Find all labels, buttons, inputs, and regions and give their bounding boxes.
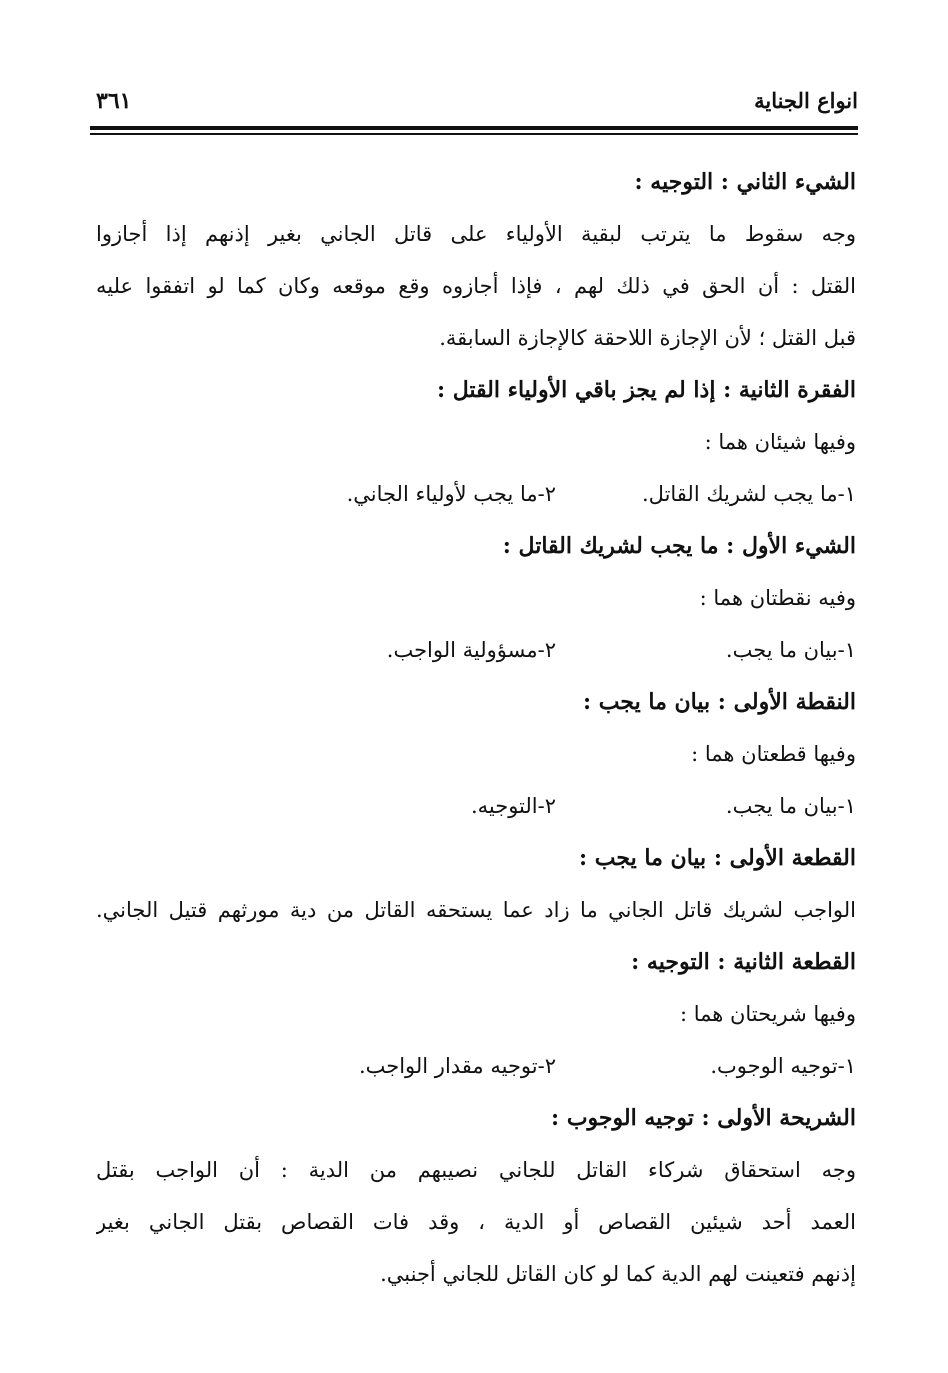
paragraph-line: الواجب لشريك قاتل الجاني ما زاد عما يستحقه القاتل من دية مورثهم قتيل الجاني. xyxy=(96,898,856,922)
list-item: ١-ما يجب لشريك القاتل. xyxy=(641,482,856,506)
enumerated-list-line xyxy=(96,468,856,520)
paragraph-line: إذنهم فتعينت لهم الدية كما لو كان القاتل للجاني أجنبي. xyxy=(380,1262,856,1286)
paragraph-line: وفيها شيئان هما : xyxy=(704,430,856,454)
list-item: ١-بيان ما يجب. xyxy=(725,794,856,818)
page-header xyxy=(90,84,858,124)
list-item: ٢-توجيه مقدار الواجب. xyxy=(358,1054,556,1078)
list-item: ١-توجيه الوجوب. xyxy=(710,1054,856,1078)
paragraph-line: وفيها شريحتان هما : xyxy=(679,1002,856,1026)
enumerated-list-line xyxy=(96,1040,856,1092)
section-heading: الفقرة الثانية : إذا لم يجز باقي الأولياء القتل : xyxy=(436,377,856,403)
section-heading: القطعة الثانية : التوجيه : xyxy=(631,949,856,975)
list-item: ٢-مسؤولية الواجب. xyxy=(386,638,556,662)
enumerated-list-line xyxy=(96,780,856,832)
paragraph-line: وجه استحقاق شركاء القاتل للجاني نصيبهم من الدية : أن الواجب بقتل xyxy=(96,1158,856,1182)
paragraph-line: وجه سقوط ما يترتب لبقية الأولياء على قاتل الجاني بغير إذنهم إذا أجازوا xyxy=(96,222,856,246)
section-heading: النقطة الأولى : بيان ما يجب : xyxy=(583,689,856,715)
section-heading: الشريحة الأولى : توجيه الوجوب : xyxy=(551,1105,856,1131)
list-item: ١-بيان ما يجب. xyxy=(725,638,856,662)
page-number: ٣٦١ xyxy=(96,88,132,114)
running-title: انواع الجناية xyxy=(754,88,858,113)
paragraph-line: وفيها قطعتان هما : xyxy=(691,742,856,766)
section-heading: القطعة الأولى : بيان ما يجب : xyxy=(579,845,856,871)
paragraph-line: العمد أحد شيئين القصاص أو الدية ، وقد فات القصاص بقتل الجاني بغير xyxy=(96,1210,856,1234)
list-item: ٢-ما يجب لأولياء الجاني. xyxy=(346,482,556,506)
header-rule-thin xyxy=(90,133,858,135)
paragraph-line: القتل : أن الحق في ذلك لهم ، فإذا أجازوه وقع موقعه وكان كما لو اتفقوا عليه xyxy=(96,274,856,298)
page-body xyxy=(96,156,856,1300)
paragraph-line: قبل القتل ؛ لأن الإجازة اللاحقة كالإجازة السابقة. xyxy=(439,326,856,350)
section-heading: الشيء الثاني : التوجيه : xyxy=(634,169,856,195)
header-rule xyxy=(90,126,858,136)
paragraph-line: وفيه نقطتان هما : xyxy=(699,586,856,610)
enumerated-list-line xyxy=(96,624,856,676)
list-item: ٢-التوجيه. xyxy=(470,794,556,818)
section-heading: الشيء الأول : ما يجب لشريك القاتل : xyxy=(502,533,856,559)
header-rule-thick xyxy=(90,126,858,130)
